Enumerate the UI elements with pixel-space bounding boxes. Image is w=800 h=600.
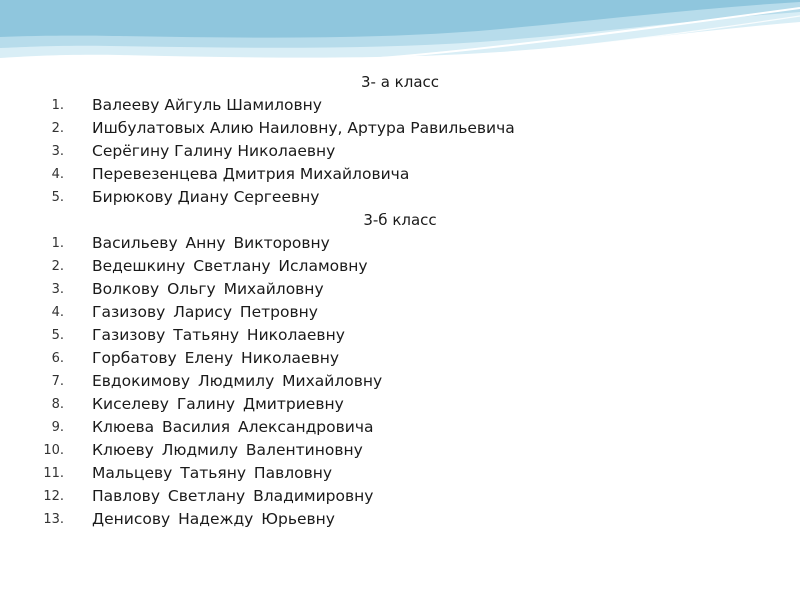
list-name: Ведешкину Светлану Исламовну: [92, 257, 368, 275]
list-number: 2.: [51, 121, 64, 136]
list-item: [0, 439, 800, 462]
section-heading-3b: [0, 209, 800, 232]
list-number: 11.: [43, 466, 64, 481]
list-number: 9.: [51, 420, 64, 435]
section-heading-3b-text: 3-б класс: [363, 211, 437, 229]
list-item: [0, 278, 800, 301]
list-item: [0, 416, 800, 439]
list-item: [0, 301, 800, 324]
list-number: 13.: [43, 512, 64, 527]
list-number: 5.: [51, 328, 64, 343]
list-number: 10.: [43, 443, 64, 458]
list-number: 5.: [51, 190, 64, 205]
list-item: [0, 485, 800, 508]
list-item: [0, 393, 800, 416]
list-name: Газизову Татьяну Николаевну: [92, 326, 345, 344]
list-number: 3.: [51, 144, 64, 159]
list-number: 2.: [51, 259, 64, 274]
list-name: Евдокимову Людмилу Михайловну: [92, 372, 383, 390]
list-number: 8.: [51, 397, 64, 412]
list-number: 4.: [51, 305, 64, 320]
list-item: [0, 370, 800, 393]
list-name: Газизову Ларису Петровну: [92, 303, 318, 321]
list-name: Серёгину Галину Николаевну: [92, 142, 336, 160]
list-item: [0, 163, 800, 186]
list-number: 3.: [51, 282, 64, 297]
list-name: Мальцеву Татьяну Павловну: [92, 464, 333, 482]
list-item: [0, 186, 800, 209]
list-name: Клюева Василия Александровича: [92, 418, 374, 436]
list-item: [0, 94, 800, 117]
list-name: Бирюкову Диану Сергеевну: [92, 188, 320, 206]
list-name: Горбатову Елену Николаевну: [92, 349, 340, 367]
list-name: Перевезенцева Дмитрия Михайловича: [92, 165, 410, 183]
list-name: Павлову Светлану Владимировну: [92, 487, 374, 505]
list-item: [0, 140, 800, 163]
list-number: 7.: [51, 374, 64, 389]
list-number: 12.: [43, 489, 64, 504]
list-name: Денисову Надежду Юрьевну: [92, 510, 335, 528]
list-name: Волкову Ольгу Михайловну: [92, 280, 324, 298]
list-item: [0, 324, 800, 347]
list-item: [0, 462, 800, 485]
list-item: [0, 255, 800, 278]
header-wave-decoration: [0, 0, 800, 80]
list-number: 1.: [51, 98, 64, 113]
list-item: [0, 508, 800, 531]
list-item: [0, 232, 800, 255]
list-number: 1.: [51, 236, 64, 251]
section-heading-3a: [0, 71, 800, 94]
section-heading-3a-text: 3- а класс: [360, 73, 440, 91]
list-name: Ишбулатовых Алию Наиловну, Артура Равильевича: [92, 119, 515, 137]
list-number: 4.: [51, 167, 64, 182]
list-item: [0, 117, 800, 140]
list-name: Васильеву Анну Викторовну: [92, 234, 330, 252]
list-number: 6.: [51, 351, 64, 366]
list-name: Киселеву Галину Дмитриевну: [92, 395, 344, 413]
list-name: Клюеву Людмилу Валентиновну: [92, 441, 363, 459]
list-item: [0, 347, 800, 370]
list-name: Валееву Айгуль Шамиловну: [92, 96, 322, 114]
